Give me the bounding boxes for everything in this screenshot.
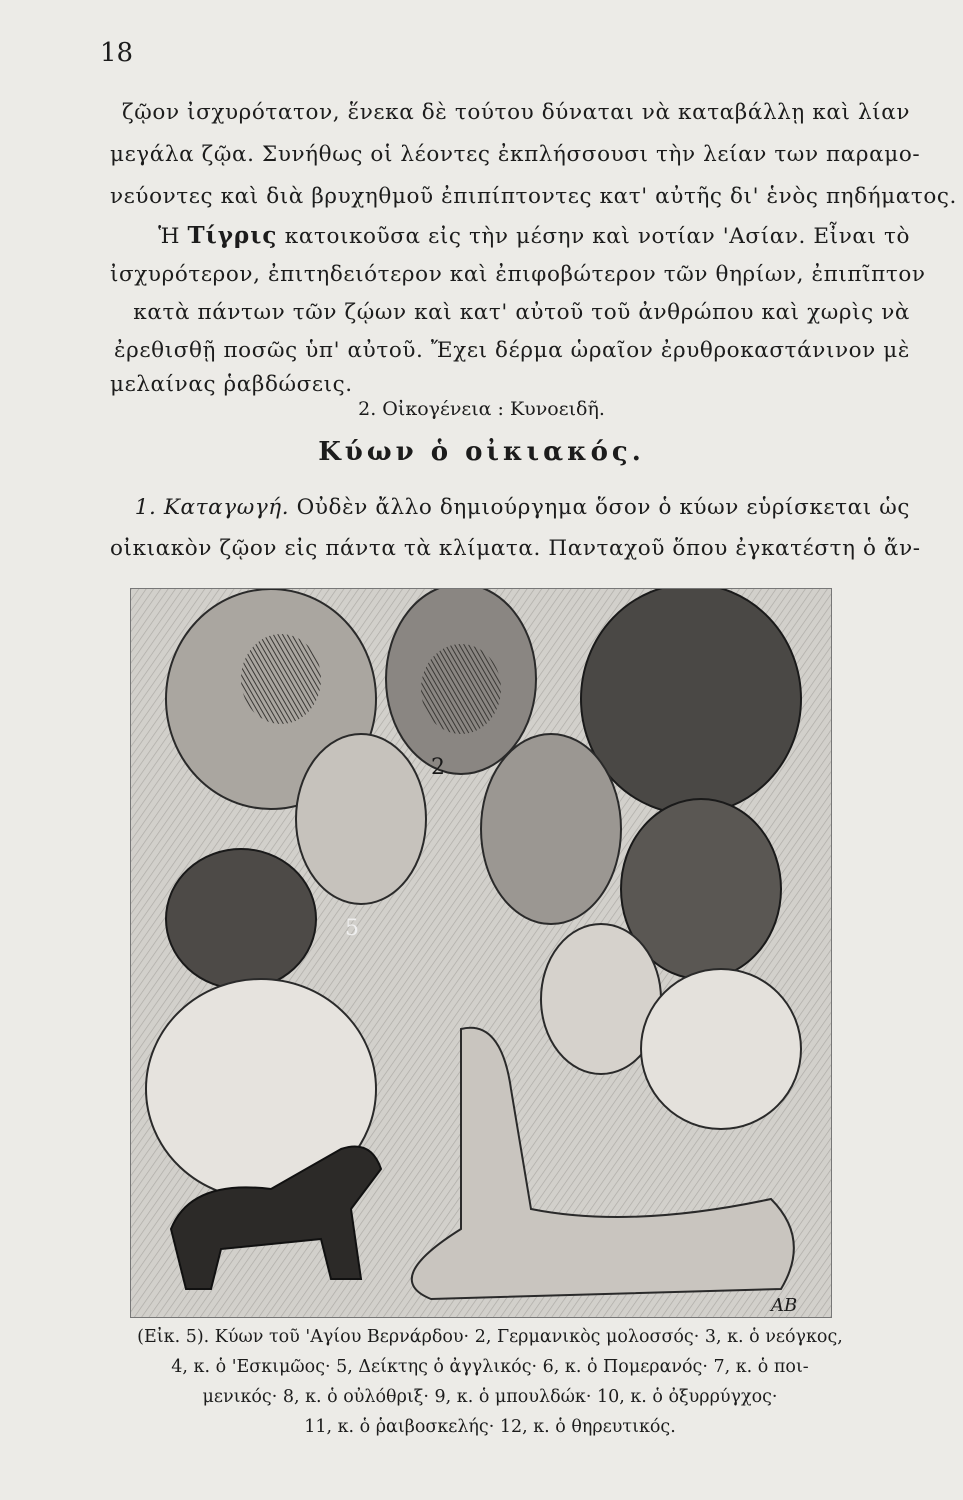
body-line-2: μεγάλα ζῷα. Συνήθως οἱ λέοντες ἐκπλήσσουσι τὴν λείαν των παραμο- — [110, 142, 921, 167]
section-title: Κύων ὁ οἰκιακός. — [318, 437, 645, 467]
dog-bloodhound — [481, 734, 621, 924]
figure-label-2: 2 — [431, 755, 445, 780]
body-line-5: ἰσχυρότερον, ἐπιτηδειότερον καὶ ἐπιφοβώτερον τῶν θηρίων, ἐπιπῖπτον — [110, 262, 926, 287]
body-line-7: ἐρεθισθῇ ποσῶς ὑπ' αὐτοῦ. Ἔχει δέρμα ὡραῖον ἐρυθροκαστάνινον μὲ — [114, 338, 910, 363]
tiger-name: Τίγρις — [187, 222, 278, 249]
body-line-8: μελαίνας ῥαβδώσεις. — [110, 372, 353, 397]
subsection-line-2: οἰκιακὸν ζῷον εἰς πάντα τὰ κλίματα. Πανταχοῦ ὅπου ἐγκατέστη ὁ ἄν- — [110, 536, 921, 561]
subsection-line-1 — [110, 495, 910, 520]
caption-line-4: 11, κ. ὁ ῥαιβοσκελής· 12, κ. ὁ θηρευτικός. — [304, 1417, 676, 1437]
dog-spitz — [641, 969, 801, 1129]
dog-breeds-engraving — [130, 588, 832, 1318]
tiger-line — [110, 222, 910, 249]
dog-english-pointer — [296, 734, 426, 904]
body-line-6: κατὰ πάντων τῶν ζῴων καὶ κατ' αὐτοῦ τοῦ ἀνθρώπου καὶ χωρὶς νὰ — [133, 300, 910, 325]
figure-label-5: 5 — [345, 916, 359, 941]
body-line-3: νεύοντες καὶ διὰ βρυχηθμοῦ ἐπιπίπτοντες κατ' αὐτῆς δι' ἑνὸς πηδήματος. — [110, 184, 957, 209]
engraver-signature: ΑΒ — [771, 1295, 798, 1316]
family-heading: 2. Οἰκογένεια : Κυνοειδῆ. — [358, 398, 605, 420]
body-line-1: ζῷον ἰσχυρότατον, ἕνεκα δὲ τούτου δύναται νὰ καταβάλλῃ καὶ λίαν — [122, 100, 910, 125]
tiger-rest: κατοικοῦσα εἰς τὴν μέσην καὶ νοτίαν 'Ασίαν. Εἶναι τὸ — [277, 224, 910, 249]
subsection-text-1: Οὐδὲν ἄλλο δημιούργημα ὅσον ὁ κύων εὑρίσκεται ὡς — [289, 495, 910, 520]
tiger-prefix: Ἡ — [158, 224, 188, 249]
dog-pomeranian — [166, 849, 316, 989]
caption-line-2: 4, κ. ὁ 'Εσκιμῶος· 5, Δείκτης ὁ ἀγγλικός· 6, κ. ὁ Πομερανός· 7, κ. ὁ ποι- — [171, 1357, 809, 1377]
dog-newfoundland — [581, 589, 801, 814]
subsection-label: 1. Καταγωγή. — [134, 495, 290, 520]
caption-line-1: (Εἰκ. 5). Κύων τοῦ 'Αγίου Βερνάρδου· 2, Γερμανικὸς μολοσσός· 3, κ. ὁ νεόγκος, — [137, 1327, 843, 1347]
page-number: 18 — [100, 38, 134, 68]
caption-line-3: μενικός· 8, κ. ὁ οὐλόθριξ· 9, κ. ὁ μπουλδώκ· 10, κ. ὁ ὀξυρρύγχος· — [202, 1387, 778, 1407]
